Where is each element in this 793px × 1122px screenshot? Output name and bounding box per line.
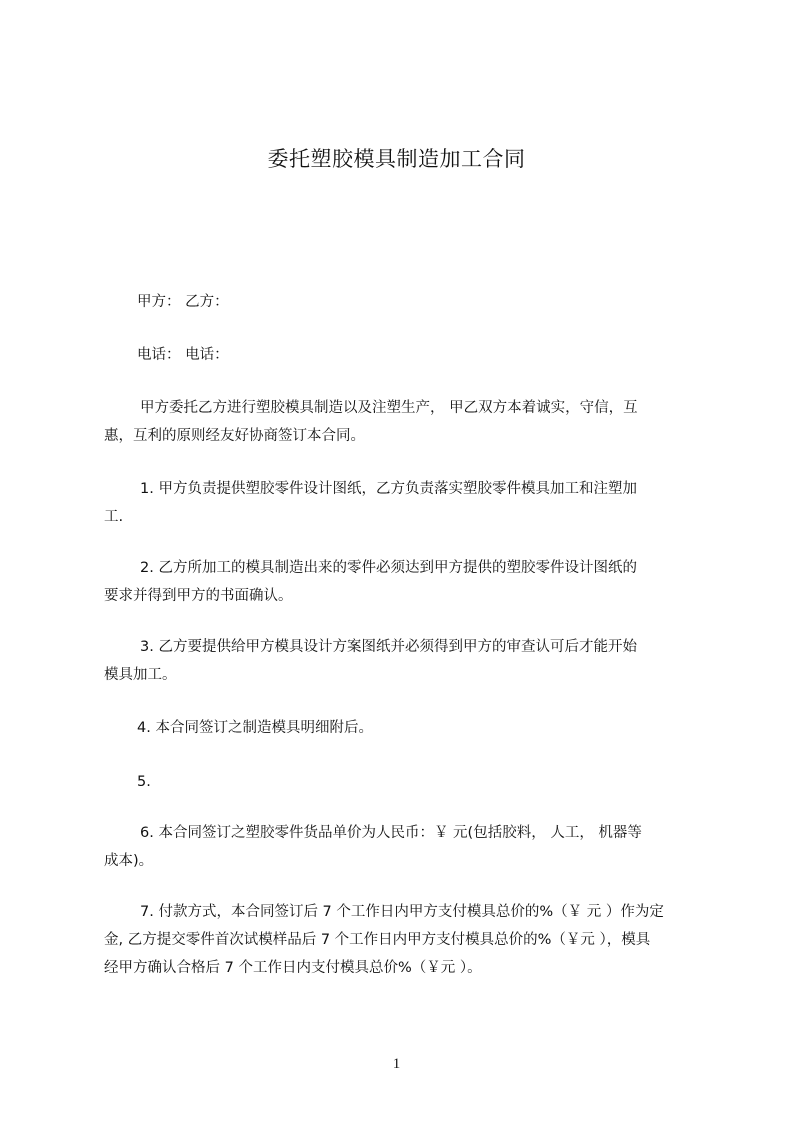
intro-line-1: 甲方委托乙方进行塑胶模具制造以及注塑生产， 甲乙双方本着诚实，守信，互 (140, 400, 638, 416)
clause-7-line-3: 经甲方确认合格后 7 个工作日内支付模具总价%（￥元 ）。 (104, 960, 482, 976)
intro-line-2: 惠，互利的原则经友好协商签订本合同。 (104, 428, 365, 444)
clause-2-line-1: 2. 乙方所加工的模具制造出来的零件必须达到甲方提供的塑胶零件设计图纸的 (140, 560, 637, 576)
party-line: 甲方： 乙方： (137, 294, 229, 310)
phone-line: 电话： 电话： (137, 347, 229, 363)
clause-5: 5. (137, 774, 151, 790)
clause-7-line-1: 7. 付款方式，本合同签订后 7 个工作日内甲方支付模具总价的%（￥ 元 ）作为定 (140, 904, 664, 920)
page-number: 1 (392, 1056, 401, 1072)
clause-1-line-1: 1. 甲方负责提供塑胶零件设计图纸，乙方负责落实塑胶零件模具加工和注塑加 (140, 481, 637, 497)
clause-7-line-2: 金, 乙方提交零件首次试模样品后 7 个工作日内甲方支付模具总价的%（￥元 ），模具 (104, 932, 651, 948)
clause-1-line-2: 工. (104, 509, 124, 525)
clause-6-line-1: 6. 本合同签订之塑胶零件货品单价为人民币：￥ 元(包括胶料， 人工， 机器等 (140, 825, 642, 841)
document-title: 委托塑胶模具制造加工合同 (267, 147, 526, 171)
clause-4: 4. 本合同签订之制造模具明细附后。 (137, 720, 373, 736)
clause-7-block (104, 902, 700, 992)
clause-2-line-2: 要求并得到甲方的书面确认。 (104, 588, 293, 604)
clause-3-line-1: 3. 乙方要提供给甲方模具设计方案图纸并必须得到甲方的审查认可后才能开始 (140, 639, 637, 655)
clause-6-line-2: 成本)。 (104, 853, 154, 869)
clause-3-line-2: 模具加工。 (104, 667, 177, 683)
